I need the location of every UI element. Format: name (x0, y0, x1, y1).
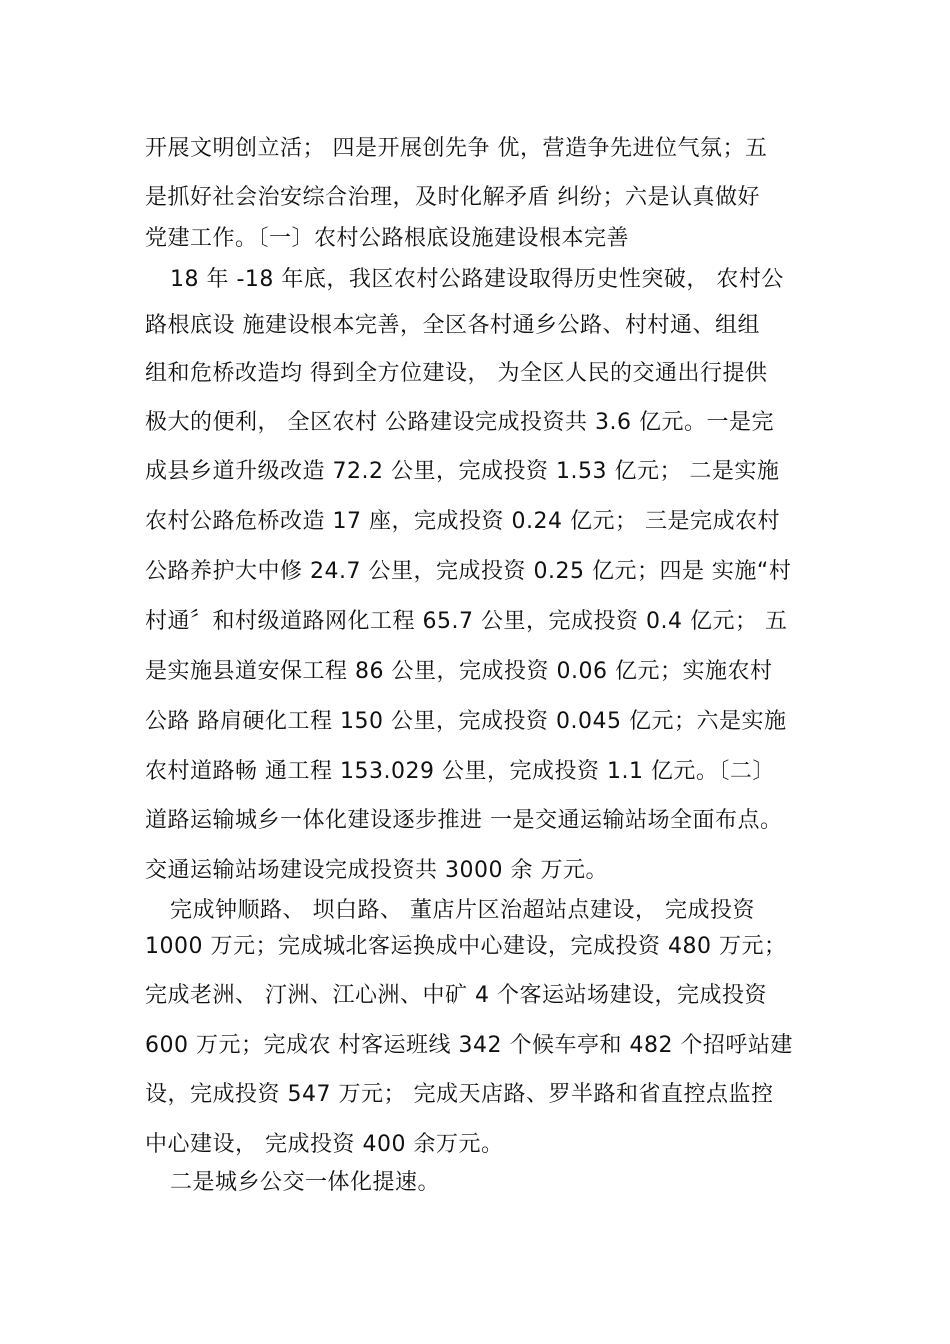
text-line: 完成钟顺路、 坝白路、 董店片区治超站点建设， 完成投资 (170, 898, 755, 923)
text-line: 1000 万元；完成城北客运换成中心建设，完成投资 480 万元； (145, 934, 787, 959)
text-line: 极大的便利， 全区农村 公路建设完成投资共 3.6 亿元。一是完 (145, 410, 774, 435)
text-line: 完成老洲、 汀洲、江心洲、中矿 4 个客运站场建设，完成投资 (145, 983, 767, 1008)
text-line: 二是城乡公交一体化提速。 (170, 1170, 441, 1195)
text-line: 成县乡道升级改造 72.2 公里，完成投资 1.53 亿元； 二是实施 (145, 459, 780, 484)
text-line: 公路 路肩硬化工程 150 公里，完成投资 0.045 亿元；六是实施 (145, 709, 787, 734)
text-line: 路根底设 施建设根本完善，全区各村通乡公路、村村通、组组 (145, 313, 760, 338)
text-line: 党建工作。〔一〕农村公路根底设施建设根本完善 (145, 226, 630, 251)
text-line: 农村公路危桥改造 17 座，完成投资 0.24 亿元； 三是完成农村 (145, 509, 780, 534)
text-line: 600 万元；完成农 村客运班线 342 个候车亭和 482 个招呼站建 (145, 1033, 793, 1058)
text-line: 18 年 -18 年底，我区农村公路建设取得历史性突破， 农村公 (170, 267, 784, 292)
text-line: 村通〞和村级道路网化工程 65.7 公里，完成投资 0.4 亿元； 五 (145, 609, 788, 634)
text-line: 是抓好社会治安综合治理，及时化解矛盾 纠纷；六是认真做好 (145, 185, 760, 210)
text-line: 是实施县道安保工程 86 公里，完成投资 0.06 亿元；实施农村 (145, 659, 773, 684)
text-line: 组和危桥改造均 得到全方位建设， 为全区人民的交通出行提供 (145, 361, 768, 386)
text-line: 农村道路畅 通工程 153.029 公里，完成投资 1.1 亿元。〔二〕 (145, 759, 775, 784)
text-line: 交通运输站场建设完成投资共 3000 余 万元。 (145, 858, 608, 883)
text-line: 设，完成投资 547 万元； 完成天店路、罗半路和省直控点监控 (145, 1082, 774, 1107)
text-line: 中心建设， 完成投资 400 余万元。 (145, 1132, 504, 1157)
text-line: 道路运输城乡一体化建设逐步推进 一是交通运输站场全面布点。 (145, 808, 783, 833)
text-line: 开展文明创立活； 四是开展创先争 优，营造争先进位气氛；五 (145, 136, 768, 161)
text-line: 公路养护大中修 24.7 公里，完成投资 0.25 亿元；四是 实施“村 (145, 559, 792, 584)
